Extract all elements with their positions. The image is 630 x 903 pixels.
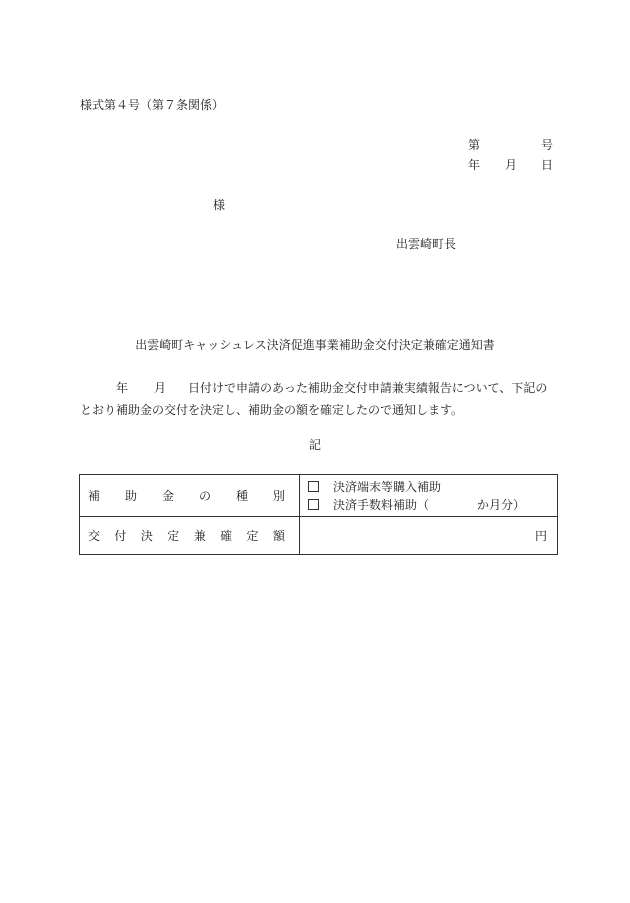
form-number: 様式第４号（第７条関係） <box>80 98 225 112</box>
date-year: 年 <box>468 158 481 172</box>
grant-type-label <box>80 475 300 517</box>
option-terminal-purchase[interactable] <box>300 478 557 496</box>
option-label: 決済端末等購入補助 <box>333 480 442 494</box>
label-char: 額 <box>272 529 285 543</box>
ki-heading: 記 <box>308 438 321 452</box>
body-month: 月 <box>154 381 167 395</box>
label-char: 兼 <box>193 529 206 543</box>
option-label: 決済手数料補助（ <box>333 498 430 512</box>
label-char: 付 <box>114 529 127 543</box>
label-char: 定 <box>167 529 180 543</box>
document-title: 出雲崎町キャッシュレス決済促進事業補助金交付決定兼確定通知書 <box>135 338 495 352</box>
label-char: 確 <box>220 529 233 543</box>
label-char: 助 <box>124 489 137 503</box>
body-paragraph <box>80 377 556 421</box>
checkbox-icon[interactable] <box>308 499 319 510</box>
doc-number-suffix: 号 <box>541 138 554 152</box>
table-row <box>80 517 558 555</box>
label-char: 決 <box>140 529 153 543</box>
sender-name: 出雲崎町長 <box>396 237 457 251</box>
label-char: 交 <box>88 529 101 543</box>
label-char: 定 <box>246 529 259 543</box>
checkbox-icon[interactable] <box>308 481 319 492</box>
date-day: 日 <box>541 158 554 172</box>
amount-label <box>80 517 300 555</box>
yen-unit: 円 <box>534 529 547 543</box>
body-text: 日付けで申請のあった補助金交付申請兼実績報告について、下記のとおり補助金の交付を決定し、補助金の額を確定したので通知します。 <box>80 381 548 417</box>
grant-type-options <box>300 475 558 517</box>
addressee-honorific: 様 <box>213 198 226 212</box>
label-char: 種 <box>235 489 248 503</box>
option-fee-subsidy[interactable] <box>300 496 557 514</box>
table-row <box>80 475 558 517</box>
body-year: 年 <box>116 381 129 395</box>
date-month: 月 <box>505 158 518 172</box>
grant-table <box>79 474 558 555</box>
option-months-suffix: か月分） <box>477 498 526 512</box>
amount-field[interactable] <box>300 517 558 555</box>
doc-number-label: 第 <box>468 138 481 152</box>
label-char: 補 <box>88 489 101 503</box>
label-char: の <box>198 489 211 503</box>
label-char: 金 <box>161 489 174 503</box>
label-char: 別 <box>272 489 285 503</box>
